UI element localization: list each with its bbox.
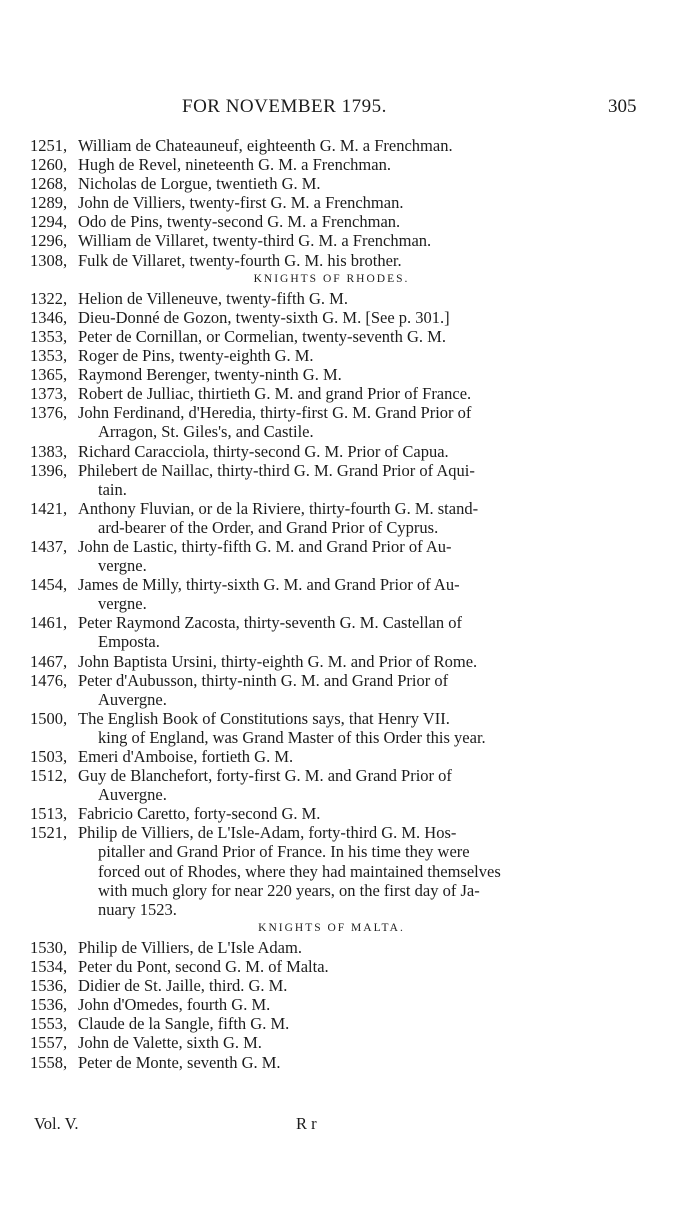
entry-text bbox=[78, 537, 585, 575]
chronology-entry bbox=[30, 403, 585, 441]
entry-continuation-line: vergne. bbox=[98, 594, 147, 614]
entry-continuation-line: Auvergne. bbox=[98, 785, 167, 805]
entry-line: John Baptista Ursini, thirty-eighth G. M. and Prior of Rome. bbox=[78, 651, 478, 671]
entry-year: 1322, bbox=[30, 288, 68, 308]
chronology-entry bbox=[30, 537, 585, 575]
entry-line: Odo de Pins, twenty-second G. M. a Frenchman. bbox=[78, 212, 401, 232]
entry-line: Nicholas de Lorgue, twentieth G. M. bbox=[78, 174, 321, 194]
entry-line: Roger de Pins, twenty-eighth G. M. bbox=[78, 346, 314, 366]
entry-year: 1454, bbox=[30, 575, 68, 595]
entry-year: 1376, bbox=[30, 403, 68, 423]
entry-line: Peter Raymond Zacosta, thirty-seventh G. M. Castellan of bbox=[78, 613, 462, 633]
chronology-entry bbox=[30, 747, 585, 766]
chronology-entry bbox=[30, 308, 585, 327]
entry-year: 1536, bbox=[30, 976, 68, 996]
chronology-entry bbox=[30, 212, 585, 231]
chronology-entry bbox=[30, 251, 585, 270]
chronology-entry bbox=[30, 957, 585, 976]
chronology-entry bbox=[30, 1053, 585, 1072]
entry-year: 1512, bbox=[30, 766, 68, 786]
chronology-entry bbox=[30, 823, 585, 918]
entry-line: John de Lastic, thirty-fifth G. M. and Grand Prior of Au- bbox=[78, 536, 452, 556]
entry-text bbox=[78, 709, 585, 747]
entry-text bbox=[78, 346, 585, 365]
entry-year: 1530, bbox=[30, 937, 68, 957]
chronology-entry bbox=[30, 289, 585, 308]
entry-text bbox=[78, 136, 585, 155]
entry-continuation-line: pitaller and Grand Prior of France. In his time they were bbox=[98, 842, 470, 862]
chronology-entry bbox=[30, 613, 585, 651]
chronology-entry bbox=[30, 136, 585, 155]
entry-year: 1521, bbox=[30, 823, 68, 843]
entry-text bbox=[78, 384, 585, 403]
entry-year: 1365, bbox=[30, 365, 68, 385]
section-heading: KNIGHTS OF RHODES. bbox=[253, 272, 410, 285]
entry-year: 1437, bbox=[30, 536, 68, 556]
entry-text bbox=[78, 251, 585, 270]
chronology-entry bbox=[30, 652, 585, 671]
entry-text bbox=[78, 995, 585, 1014]
entry-line: Emeri d'Amboise, fortieth G. M. bbox=[78, 747, 294, 766]
volume-number: Vol. V. bbox=[34, 1114, 79, 1133]
entry-line: Fabricio Caretto, forty-second G. M. bbox=[78, 804, 321, 824]
entry-line: Philebert de Naillac, thirty-third G. M. Grand Prior of Aqui- bbox=[78, 460, 475, 480]
chronology-entry bbox=[30, 384, 585, 403]
entry-line: Peter de Monte, seventh G. M. bbox=[78, 1052, 281, 1072]
entry-line: William de Chateauneuf, eighteenth G. M. a Frenchman. bbox=[78, 136, 453, 155]
chronology-entry bbox=[30, 1014, 585, 1033]
signature-mark: R r bbox=[296, 1114, 317, 1133]
entry-year: 1500, bbox=[30, 708, 68, 728]
entry-text bbox=[78, 174, 585, 193]
entry-year: 1383, bbox=[30, 441, 68, 461]
chronology-entry bbox=[30, 938, 585, 957]
page-number: 305 bbox=[608, 96, 637, 117]
entry-year: 1557, bbox=[30, 1033, 68, 1053]
chronology-entry bbox=[30, 804, 585, 823]
entry-text bbox=[78, 499, 585, 537]
entry-line: Philip de Villiers, de L'Isle-Adam, forty-third G. M. Hos- bbox=[78, 823, 457, 843]
entry-line: Peter du Pont, second G. M. of Malta. bbox=[78, 957, 329, 977]
chronology-entry bbox=[30, 995, 585, 1014]
entry-year: 1421, bbox=[30, 498, 68, 518]
page-footer bbox=[34, 1114, 554, 1136]
entry-text bbox=[78, 1053, 585, 1072]
chronology-entry bbox=[30, 365, 585, 384]
chronology-entry bbox=[30, 346, 585, 365]
entry-year: 1260, bbox=[30, 155, 68, 175]
entry-text bbox=[78, 1033, 585, 1052]
entry-year: 1268, bbox=[30, 174, 68, 194]
entry-line: Claude de la Sangle, fifth G. M. bbox=[78, 1014, 290, 1034]
chronology-list bbox=[30, 136, 585, 1072]
entry-text bbox=[78, 442, 585, 461]
entry-line: The English Book of Constitutions says, that Henry VII. bbox=[78, 708, 450, 728]
entry-year: 1396, bbox=[30, 460, 68, 480]
chronology-entry bbox=[30, 499, 585, 537]
entry-continuation-line: Emposta. bbox=[98, 632, 160, 652]
chronology-entry bbox=[30, 766, 585, 804]
entry-text bbox=[78, 575, 585, 613]
entry-text bbox=[78, 1014, 585, 1033]
chronology-entry bbox=[30, 193, 585, 212]
entry-line: Philip de Villiers, de L'Isle Adam. bbox=[78, 937, 302, 957]
entry-year: 1289, bbox=[30, 193, 68, 213]
entry-line: John d'Omedes, fourth G. M. bbox=[78, 995, 271, 1015]
entry-line: Peter d'Aubusson, thirty-ninth G. M. and Grand Prior of bbox=[78, 670, 449, 690]
chronology-entry bbox=[30, 461, 585, 499]
entry-text bbox=[78, 652, 585, 671]
entry-text bbox=[78, 289, 585, 308]
entry-line: Anthony Fluvian, or de la Riviere, thirty-fourth G. M. stand- bbox=[78, 498, 479, 518]
entry-text bbox=[78, 938, 585, 957]
entry-year: 1534, bbox=[30, 957, 68, 977]
entry-year: 1294, bbox=[30, 212, 68, 232]
entry-text bbox=[78, 747, 585, 766]
entry-year: 1467, bbox=[30, 651, 68, 671]
chronology-entry bbox=[30, 1033, 585, 1052]
chronology-entry bbox=[30, 327, 585, 346]
chronology-entry bbox=[30, 709, 585, 747]
entry-line: John Ferdinand, d'Heredia, thirty-first G. M. Grand Prior of bbox=[78, 403, 472, 423]
chronology-entry bbox=[30, 155, 585, 174]
chronology-entry bbox=[30, 976, 585, 995]
entry-year: 1353, bbox=[30, 326, 68, 346]
chronology-entry bbox=[30, 442, 585, 461]
entry-line: Richard Caracciola, thirty-second G. M. Prior of Capua. bbox=[78, 441, 449, 461]
entry-text bbox=[78, 461, 585, 499]
entry-line: John de Villiers, twenty-first G. M. a Frenchman. bbox=[78, 193, 404, 213]
entry-year: 1346, bbox=[30, 307, 68, 327]
entry-text bbox=[78, 308, 585, 327]
chronology-entry bbox=[30, 231, 585, 250]
entry-line: Didier de St. Jaille, third. G. M. bbox=[78, 976, 288, 996]
entry-line: Robert de Julliac, thirtieth G. M. and grand Prior of France. bbox=[78, 384, 472, 404]
entry-line: Fulk de Villaret, twenty-fourth G. M. his brother. bbox=[78, 250, 402, 270]
entry-year: 1513, bbox=[30, 804, 68, 824]
entry-line: Raymond Berenger, twenty-ninth G. M. bbox=[78, 365, 342, 385]
running-head bbox=[0, 96, 697, 120]
entry-line: Helion de Villeneuve, twenty-fifth G. M. bbox=[78, 288, 348, 308]
entry-text bbox=[78, 212, 585, 231]
entry-continuation-line: nuary 1523. bbox=[98, 899, 177, 919]
entry-line: William de Villaret, twenty-third G. M. a Frenchman. bbox=[78, 231, 432, 251]
entry-year: 1461, bbox=[30, 613, 68, 633]
entry-text bbox=[78, 193, 585, 212]
running-title: FOR NOVEMBER 1795. bbox=[182, 96, 387, 117]
entry-text bbox=[78, 327, 585, 346]
chronology-entry bbox=[30, 575, 585, 613]
entry-year: 1536, bbox=[30, 995, 68, 1015]
entry-line: Guy de Blanchefort, forty-first G. M. and Grand Prior of bbox=[78, 766, 452, 786]
entry-continuation-line: king of England, was Grand Master of this Order this year. bbox=[98, 727, 486, 747]
section-heading: KNIGHTS OF MALTA. bbox=[258, 921, 405, 934]
entry-year: 1353, bbox=[30, 346, 68, 366]
entry-year: 1476, bbox=[30, 670, 68, 690]
entry-line: John de Valette, sixth G. M. bbox=[78, 1033, 262, 1053]
entry-text bbox=[78, 155, 585, 174]
entry-continuation-line: Auvergne. bbox=[98, 689, 167, 709]
entry-year: 1308, bbox=[30, 250, 68, 270]
chronology-entry bbox=[30, 174, 585, 193]
entry-year: 1558, bbox=[30, 1052, 68, 1072]
entry-continuation-line: with much glory for near 220 years, on the first day of Ja- bbox=[98, 880, 480, 900]
chronology-entry bbox=[30, 671, 585, 709]
entry-continuation-line: vergne. bbox=[98, 556, 147, 576]
entry-text bbox=[78, 403, 585, 441]
entry-text bbox=[78, 804, 585, 823]
entry-text bbox=[78, 231, 585, 250]
entry-continuation-line: Arragon, St. Giles's, and Castile. bbox=[98, 422, 314, 442]
entry-continuation-line: tain. bbox=[98, 479, 127, 499]
entry-text bbox=[78, 365, 585, 384]
entry-year: 1553, bbox=[30, 1014, 68, 1034]
entry-year: 1251, bbox=[30, 136, 68, 155]
entry-line: James de Milly, thirty-sixth G. M. and Grand Prior of Au- bbox=[78, 575, 460, 595]
entry-year: 1296, bbox=[30, 231, 68, 251]
entry-year: 1373, bbox=[30, 384, 68, 404]
entry-continuation-line: ard-bearer of the Order, and Grand Prior of Cyprus. bbox=[98, 517, 439, 537]
entry-text bbox=[78, 766, 585, 804]
entry-text bbox=[78, 613, 585, 651]
entry-text bbox=[78, 957, 585, 976]
entry-line: Peter de Cornillan, or Cormelian, twenty-seventh G. M. bbox=[78, 326, 446, 346]
entry-line: Dieu-Donné de Gozon, twenty-sixth G. M. [See p. 301.] bbox=[78, 307, 450, 327]
entry-text bbox=[78, 823, 585, 918]
entry-line: Hugh de Revel, nineteenth G. M. a Frenchman. bbox=[78, 155, 391, 175]
entry-text bbox=[78, 976, 585, 995]
entry-text bbox=[78, 671, 585, 709]
entry-continuation-line: forced out of Rhodes, where they had maintained themselves bbox=[98, 861, 501, 881]
entry-year: 1503, bbox=[30, 747, 68, 766]
